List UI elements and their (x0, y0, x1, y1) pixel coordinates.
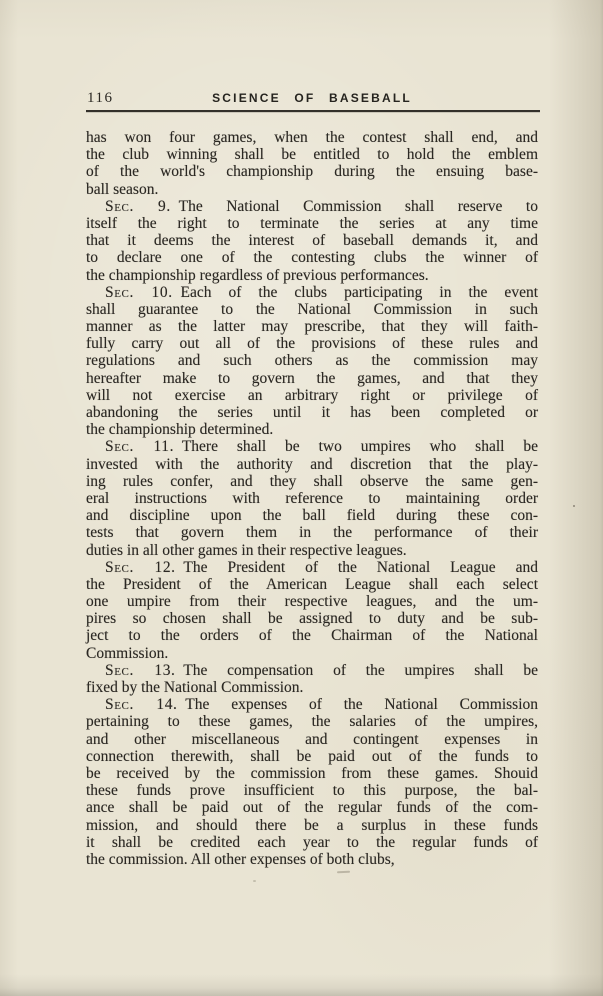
text-line: Sec. 9. The National Commission shall reserve to (105, 197, 538, 215)
text-line: be received by the commission from these games. Shouid (86, 764, 538, 782)
section-paragraph (86, 438, 538, 558)
text-line: abandoning the series until it has been completed or (86, 404, 538, 421)
ink-speck (253, 880, 256, 882)
page-text-block (86, 129, 538, 868)
text-line: of the world's championship during the ensuing base- (86, 163, 538, 181)
running-header-title: SCIENCE OF BASEBALL (212, 91, 412, 105)
text-line: connection therewith, shall be paid out of the funds to (86, 747, 538, 765)
page-number: 116 (87, 90, 114, 106)
section-label: Sec. 10. (105, 283, 173, 301)
text-line: Sec. 10. Each of the clubs participating in the event (105, 283, 539, 301)
text-line: shall guarantee to the National Commission in such (86, 300, 538, 318)
text-line: mission, and should there be a surplus in these funds (86, 816, 538, 834)
header-rule (86, 110, 540, 112)
section-paragraph (86, 198, 538, 284)
text-line: ing rules confer, and they shall observe the same gen- (86, 472, 538, 490)
text-line: Sec. 12. The President of the National League and (105, 558, 538, 576)
text-line: the championship regardless of previous performances. (86, 266, 429, 284)
text-line: to declare one of the contesting clubs the winner of (86, 249, 538, 267)
text-line: fixed by the National Commission. (86, 679, 304, 696)
text-line: these funds prove insufficient to this purpose, the bal- (86, 782, 538, 800)
text-line: regulations and such others as the commission may (86, 352, 538, 370)
text-line: Sec. 11. There shall be two umpires who shall be (105, 438, 538, 456)
text-line: tests that govern them in the performance of their (86, 524, 538, 542)
text-line: duties in all other games in their respective leagues. (86, 541, 407, 559)
text-line: itself the right to terminate the series at any time (86, 214, 538, 232)
text-line: fully carry out all of the provisions of these rules and (86, 335, 538, 353)
section-paragraph (86, 284, 538, 439)
text-line: Commission. (86, 644, 169, 662)
text-line: and other miscellaneous and contingent expenses in (86, 730, 538, 748)
text-line: pertaining to these games, the salaries of the umpires, (86, 713, 538, 731)
text-line: one umpire from their respective leagues, and the um- (86, 593, 538, 611)
text-line: Sec. 13. The compensation of the umpires shall be (105, 661, 538, 679)
section-paragraph (86, 662, 538, 696)
text-line: manner as the latter may prescribe, that they will faith- (86, 318, 538, 336)
text-line: has won four games, when the contest shall end, and (86, 129, 538, 146)
ink-speck (337, 871, 350, 873)
ink-speck (573, 505, 575, 507)
text-line: will not exercise an arbitrary right or privilege of (86, 386, 538, 404)
text-line: ance shall be paid out of the regular funds of the com- (86, 799, 538, 817)
text-line: ject to the orders of the Chairman of the National (86, 627, 538, 645)
text-line: the club winning shall be entitled to hold the emblem (86, 146, 538, 164)
text-line: the commission. All other expenses of both clubs, (86, 850, 395, 868)
section-label: Sec. 14. (105, 696, 178, 714)
text-line: that it deems the interest of baseball demands it, and (86, 232, 538, 250)
text-line: hereafter make to govern the games, and that they (86, 369, 538, 387)
text-line: it shall be credited each year to the regular funds of (86, 833, 538, 851)
text-line: invested with the authority and discretion that the play- (86, 455, 538, 473)
section-label: Sec. 13. (105, 661, 176, 679)
text-line: ball season. (86, 180, 159, 198)
section-label: Sec. 9. (105, 197, 171, 215)
section-paragraph (86, 696, 538, 868)
running-head (86, 88, 538, 106)
section-label: Sec. 12. (105, 558, 176, 576)
text-line: eral instructions with reference to maintaining order (86, 489, 538, 507)
section-paragraph (86, 559, 538, 662)
section-label: Sec. 11. (105, 438, 175, 456)
text-line: the President of the American League shall each select (86, 575, 538, 593)
text-line: pires so chosen shall be assigned to duty and be sub- (86, 610, 538, 628)
continuation-paragraph (86, 129, 538, 198)
text-line: Sec. 14. The expenses of the National Commission (105, 696, 538, 714)
text-line: and discipline upon the ball field during these con- (86, 507, 538, 525)
text-line: the championship determined. (86, 421, 274, 439)
